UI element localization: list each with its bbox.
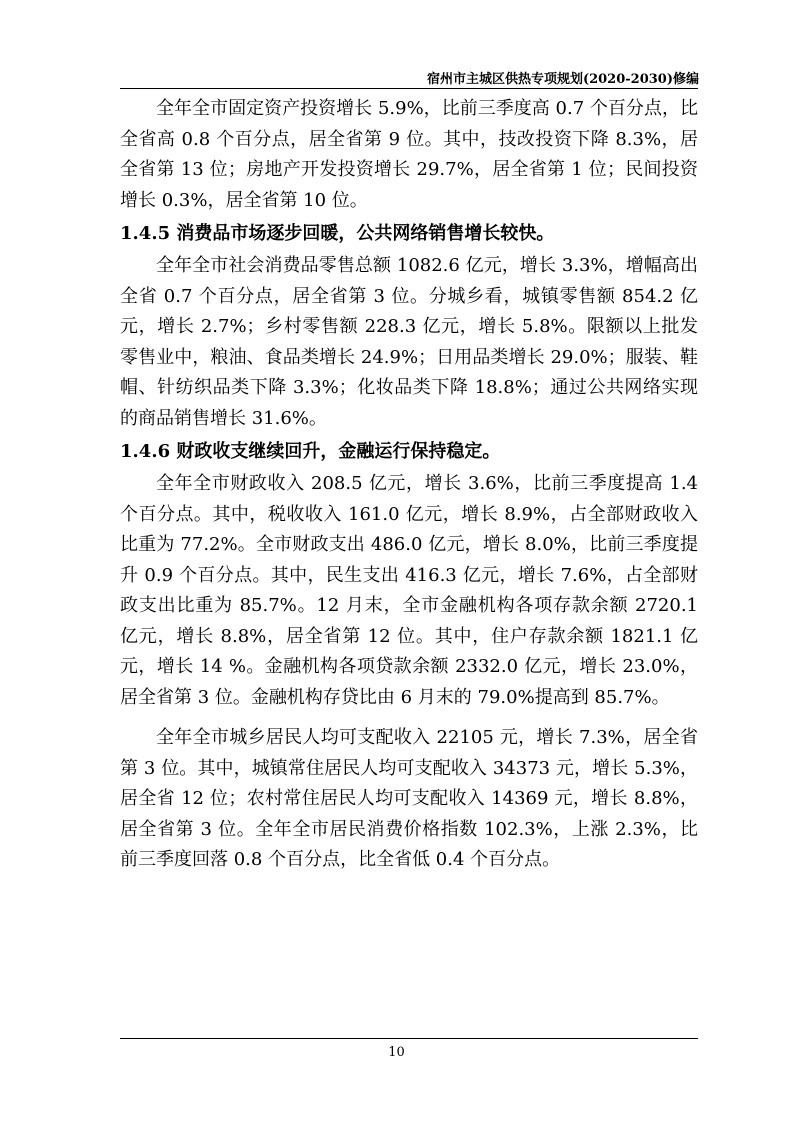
footer-divider [120, 1038, 698, 1039]
document-body [120, 94, 698, 876]
paragraph-fiscal-finance: 全年全市财政收入 208.5 亿元，增长 3.6%，比前三季度提高 1.4 个百分点。其中，税收收入 161.0 亿元，增长 8.9%，占全部财政收入比重为 77.2%。全市财政支出 486.0 亿元，增长 8.0%，比前三季度提升 0.9 个百分点。其中，民生支出 416.3 亿元，增长 7.6%，占全部财政支出比重为 85.7%。12 月末，全市金融机构各项存款余额 2720.1 亿元，增长 8.8%，居全省第 12 位。其中，住户存款余额 1821.1 亿元，增长 14 %。金融机构各项贷款余额 2332.0 亿元，增长 23.0%，居全省第 3 位。金融机构存贷比由 6 月末的 79.0%提高到 85.7%。 [120, 473, 698, 708]
document-header-title: 宿州市主城区供热专项规划(2020-2030)修编 [426, 72, 699, 87]
section-heading-1-4-6: 1.4.6 财政收支继续回升，金融运行保持稳定。 [120, 441, 501, 462]
paragraph-resident-income: 全年全市城乡居民人均可支配收入 22105 元，增长 7.3%，居全省第 3 位。其中，城镇常住居民人均可支配收入 34373 元，增长 5.3%，居全省 12 位；农村常住居民人均可支配收入 14369 元，增长 8.8%，居全省第 3 位。全年全市居民消费价格指数 102.3%，上涨 2.3%，比前三季度回落 0.8 个百分点，比全省低 0.4 个百分点。 [120, 727, 698, 870]
page-number: 10 [388, 1045, 405, 1060]
paragraph-spacer [120, 713, 698, 723]
section-heading-1-4-5: 1.4.5 消费品市场逐步回暖，公共网络销售增长较快。 [120, 223, 555, 244]
paragraph-fixed-asset-investment: 全年全市固定资产投资增长 5.9%，比前三季度高 0.7 个百分点，比全省高 0.8 个百分点，居全省第 9 位。其中，技改投资下降 8.3%，居全省第 13 位；房地产开发投资增长 29.7%，居全省第 1 位；民间投资增长 0.3%，居全省第 10 位。 [120, 98, 698, 211]
paragraph-consumer-goods: 全年全市社会消费品零售总额 1082.6 亿元，增长 3.3%，增幅高出全省 0.7 个百分点，居全省第 3 位。分城乡看，城镇零售额 854.2 亿元，增长 2.7%；乡村零售额 228.3 亿元，增长 5.8%。限额以上批发零售业中，粮油、食品类增长 24.9%；日用品类增长 29.0%；服装、鞋帽、针纺织品类下降 3.3%；化妆品类下降 18.8%；通过公共网络实现的商品销售增长 31.6%。 [120, 255, 698, 429]
header-divider [120, 88, 698, 89]
